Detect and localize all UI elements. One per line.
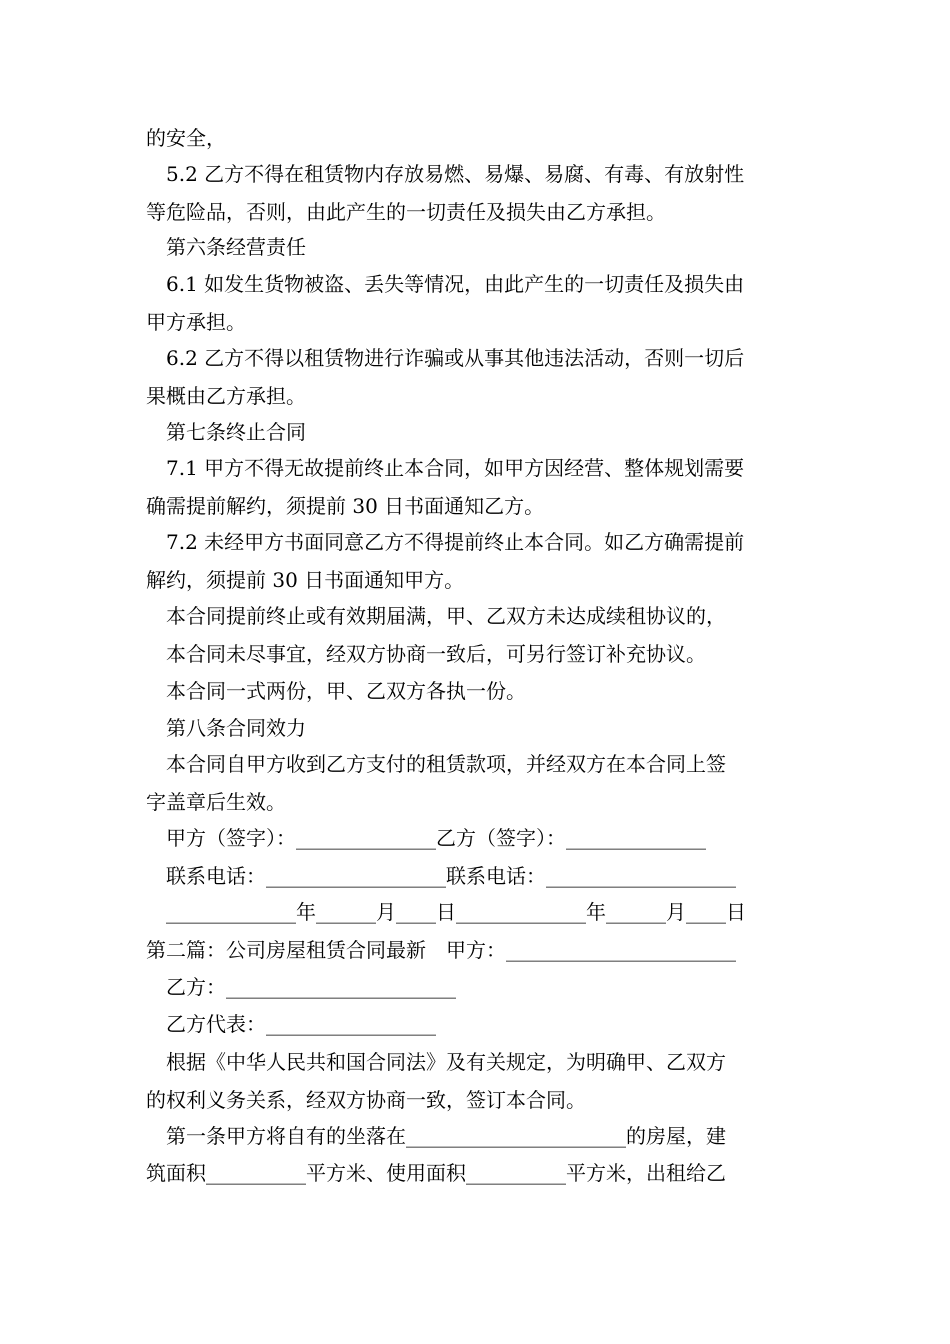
- article-1-text: 第一条甲方将自有的坐落在______________________的房屋，建: [166, 1124, 726, 1148]
- text-line: 本合同未尽事宜，经双方协商一致后，可另行签订补充协议。: [166, 642, 706, 666]
- article-7-heading: 第七条终止合同: [166, 420, 306, 444]
- text-line: 本合同自甲方收到乙方支付的租赁款项，并经双方在本合同上签: [166, 752, 726, 776]
- text-line: 的安全，: [146, 126, 226, 150]
- text-line: 本合同提前终止或有效期届满，甲、乙双方未达成续租协议的，: [166, 604, 726, 628]
- party-b-representative-line: 乙方代表：_________________: [166, 1012, 436, 1036]
- text-line: 果概由乙方承担。: [146, 384, 306, 408]
- article-8-heading: 第八条合同效力: [166, 716, 306, 740]
- text-line: 根据《中华人民共和国合同法》及有关规定，为明确甲、乙双方: [166, 1050, 726, 1074]
- clause-6-1-text: 6.1 如发生货物被盗、丢失等情况，由此产生的一切责任及损失由: [166, 272, 745, 296]
- part-two-heading: 第二篇：公司房屋租赁合同最新 甲方：_______________________: [146, 938, 736, 962]
- text-line: 甲方承担。: [146, 310, 246, 334]
- article-6-heading: 第六条经营责任: [166, 235, 306, 259]
- text-line: 筑面积__________平方米、使用面积__________平方米，出租给乙: [146, 1161, 726, 1185]
- text-line: 字盖章后生效。: [146, 790, 286, 814]
- clause-6-2-text: 6.2 乙方不得以租赁物进行诈骗或从事其他违法活动，否则一切后: [166, 346, 745, 370]
- text-line: 本合同一式两份，甲、乙双方各执一份。: [166, 679, 526, 703]
- clause-7-1-text: 7.1 甲方不得无故提前终止本合同，如甲方因经营、整体规划需要: [166, 456, 745, 480]
- signature-line: 甲方（签字）：______________乙方（签字）：______________: [166, 826, 706, 850]
- date-line: _____________年______月____日_____________年______月____日: [166, 900, 746, 924]
- text-line: 的权利义务关系，经双方协商一致，签订本合同。: [146, 1088, 586, 1112]
- text-line: 确需提前解约，须提前 30 日书面通知乙方。: [146, 494, 545, 518]
- clause-7-2-text: 7.2 未经甲方书面同意乙方不得提前终止本合同。如乙方确需提前: [166, 530, 745, 554]
- phone-line: 联系电话：__________________联系电话：___________________: [166, 864, 736, 888]
- party-b-line: 乙方：_______________________: [166, 975, 456, 999]
- text-line: 解约，须提前 30 日书面通知甲方。: [146, 568, 465, 592]
- clause-5-2-text: 5.2 乙方不得在租赁物内存放易燃、易爆、易腐、有毒、有放射性: [166, 162, 745, 186]
- text-line: 等危险品，否则，由此产生的一切责任及损失由乙方承担。: [146, 200, 666, 224]
